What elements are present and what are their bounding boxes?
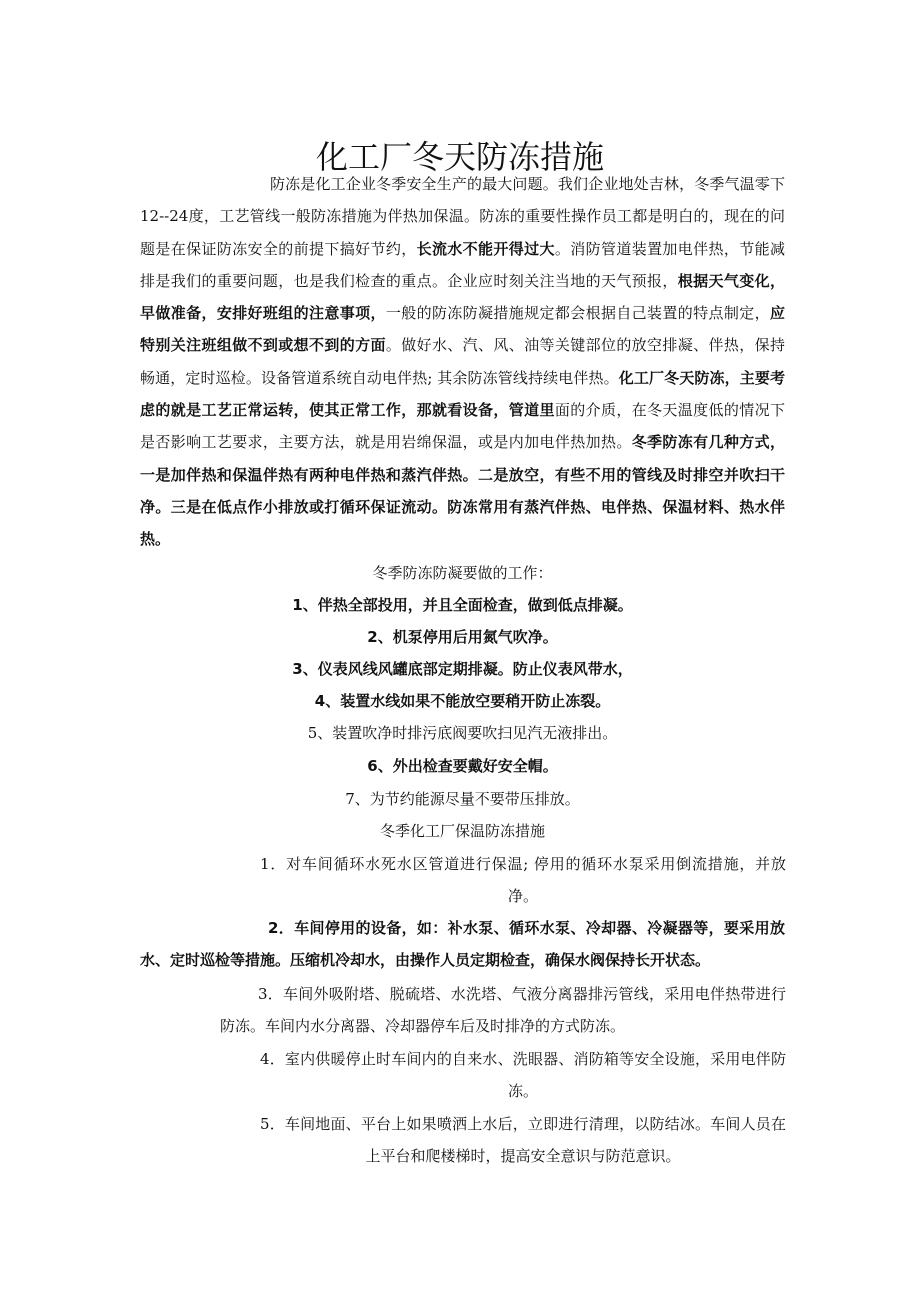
measure-item: 1．对车间循环水死水区管道进行保温; 停用的循环水泵采用倒流措施，并放净。 xyxy=(260,855,786,905)
section-heading-winter-work: 冬季防冻防凝要做的工作： xyxy=(372,564,553,582)
intro-emphasis: 应特别关注班组做不到或想不到的方面 xyxy=(140,304,785,355)
list-item: 7、为节约能源尽量不要带压排放。 xyxy=(345,790,580,808)
intro-emphasis: 冬季防冻有几种方式，一是加伴热和保温伴热有两种电伴热和蒸汽伴热。二是放空，有些不用的管线及时排空并吹扫干净。三是在低点作小排放或打循环保证流动。防冻常用有蒸汽伴热、电伴热、保温材料、热水伴热。 xyxy=(140,433,785,549)
measure-item: 5．车间地面、平台上如果喷洒上水后，立即进行清理，以防结冰。车间人员在上平台和爬楼梯时，提高安全意识与防范意识。 xyxy=(260,1115,786,1165)
measure-item: 4．室内供暖停止时车间内的自来水、洗眼器、消防箱等安全设施，采用电伴防冻。 xyxy=(260,1050,786,1100)
intro-sentence: 。消防管道装置加电伴热，节能减排是我们的重要问题，也是我们检查的重点。企业应时刻关注当地的天气预报， xyxy=(140,239,785,290)
intro-paragraph xyxy=(140,168,785,556)
intro-sentence: 面的介质，在冬天温度低的情况下是否影响工艺要求，主要方法，就是用岩绵保温，或是内加电伴热加热。 xyxy=(140,401,785,452)
measure-item: 2．车间停用的设备，如：补水泵、循环水泵、冷却器、冷凝器等，要采用放水、定时巡检等措施。压缩机冷却水，由操作人员定期检查，确保水阀保持长开状态。 xyxy=(140,919,785,969)
intro-sentence: 。做好水、汽、风、油等关键部位的放空排凝、伴热，保持畅通，定时巡检。设备管道系统自动电伴热; 其余防冻管线持续电伴热。 xyxy=(140,336,785,387)
list-item: 2、机泵停用后用氮气吹净。 xyxy=(367,628,558,646)
intro-sentence: 防冻是化工企业冬季安全生产的最大问题。我们企业地处吉林，冬季气温零下12--24度，工艺管线一般防冻措施为伴热加保温。防冻的重要性操作员工都是明白的，现在的问题是在保证防冻安全的前提下搞好节约， xyxy=(140,175,785,258)
intro-emphasis: 化工厂冬天防冻，主要考虑的就是工艺正常运转，使其正常工作，那就看设备，管道里 xyxy=(140,368,785,420)
intro-text xyxy=(140,168,785,556)
list-item: 4、装置水线如果不能放空要稍开防止冻裂。 xyxy=(314,692,611,710)
list-item: 6、外出检查要戴好安全帽。 xyxy=(367,757,558,775)
section-heading-insulation: 冬季化工厂保温防冻措施 xyxy=(379,822,545,840)
measure-item: 3．车间外吸附塔、脱硫塔、水洗塔、气液分离器排污管线，采用电伴热带进行防冻。车间内水分离器、冷却器停车后及时排净的方式防冻。 xyxy=(220,985,786,1035)
page-title: 化工厂冬天防冻措施 xyxy=(315,138,604,177)
list-item: 5、装置吹净时排污底阀要吹扫见汽无液排出。 xyxy=(307,724,618,742)
intro-sentence: 一般的防冻防凝措施规定都会根据自己装置的特点制定， xyxy=(385,304,770,323)
intro-emphasis: 长流水不能开得过大 xyxy=(416,239,555,258)
list-item: 1、伴热全部投用，并且全面检查，做到低点排凝。 xyxy=(292,596,633,614)
intro-emphasis: 根据天气变化，早做准备，安排好班组的注意事项， xyxy=(140,271,785,323)
list-item: 3、仪表风线风罐底部定期排凝。防止仪表风带水， xyxy=(292,660,633,678)
